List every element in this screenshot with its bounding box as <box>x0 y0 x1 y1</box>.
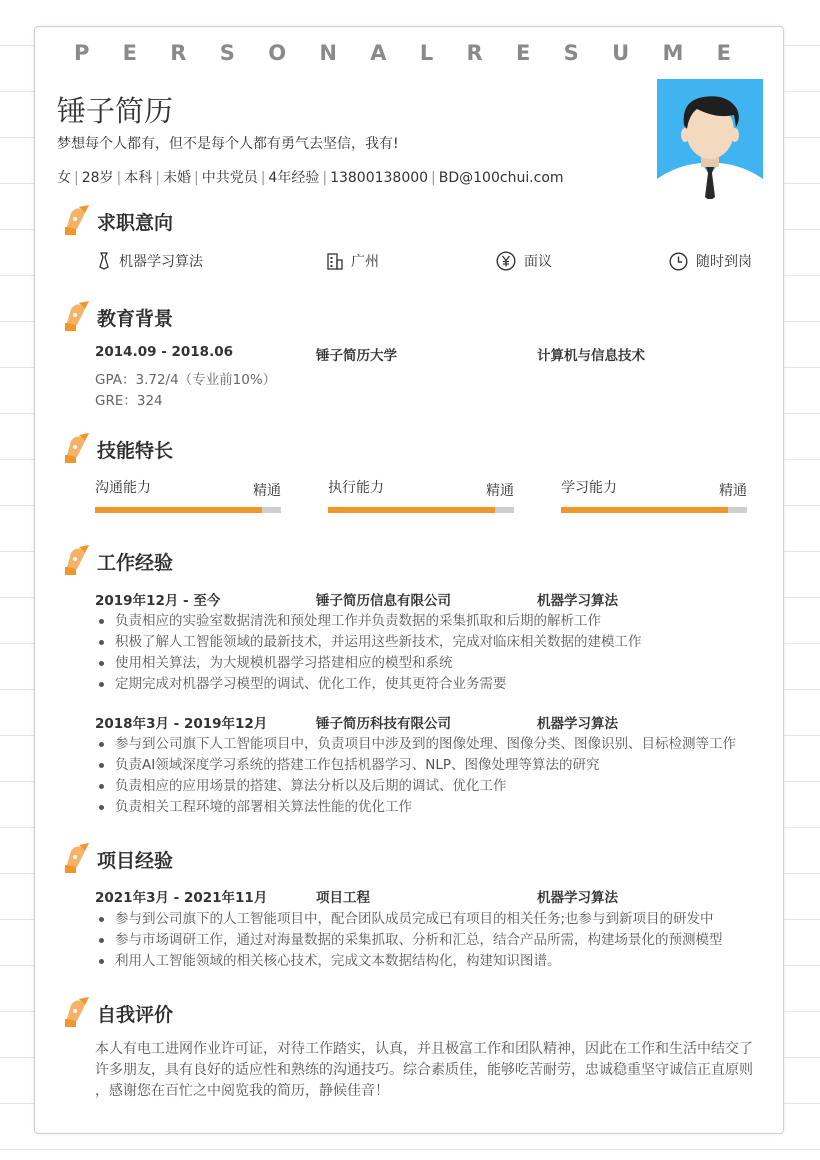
skill-item <box>561 477 747 519</box>
list-item: 负责相关工程环境的部署相关算法性能的优化工作 <box>95 797 736 818</box>
document-title: P E R S O N A L R E S U M E <box>73 41 745 65</box>
personal-info-line: 女 | 28岁 | 本科 | 未婚 | 中共党员 | 4年经验 | 13800138000 | BD@100chui.com <box>57 170 564 186</box>
info-degree: 本科 <box>124 170 153 186</box>
building-icon <box>327 253 343 270</box>
motto: 梦想每个人都有，但不是每个人都有勇气去坚信，我有! <box>57 136 399 152</box>
skill-name: 学习能力 <box>561 480 617 496</box>
avatar <box>657 79 763 199</box>
education-period: 2014.09 - 2018.06 <box>95 344 233 360</box>
education-gpa: GPA：3.72/4（专业前10%） <box>95 372 277 388</box>
yuan-icon <box>496 251 516 271</box>
list-item: 积极了解人工智能领域的最新技术，并运用这些新技术，完成对临床相关数据的建模工作 <box>95 632 642 653</box>
work-role: 机器学习算法 <box>537 593 618 609</box>
self-evaluation-line: 本人有电工进网作业许可证，对待工作踏实，认真，并且极富工作和团队精神，因此在工作和生活中结交了 <box>95 1041 753 1057</box>
info-age: 28岁 <box>81 170 114 186</box>
info-political: 中共党员 <box>201 170 258 186</box>
education-major: 计算机与信息技术 <box>537 348 645 364</box>
work-role: 机器学习算法 <box>537 716 618 732</box>
intent-city-text: 广州 <box>351 254 379 270</box>
project-name: 项目工程 <box>316 890 370 906</box>
skill-bar-track <box>328 507 514 513</box>
resume-sheet <box>34 26 784 1134</box>
intent-position <box>97 251 203 271</box>
info-email: BD@100chui.com <box>438 170 564 186</box>
skill-level: 精通 <box>253 483 281 499</box>
section-intent-title: 求职意向 <box>97 212 174 234</box>
intent-salary-text: 面议 <box>524 254 552 270</box>
pen-hand-icon <box>61 301 91 333</box>
list-item: 使用相关算法，为大规模机器学习搭建相应的模型和系统 <box>95 653 642 674</box>
education-school: 锤子简历大学 <box>316 348 397 364</box>
skill-level: 精通 <box>719 483 747 499</box>
work-duties-list <box>95 734 736 818</box>
info-gender: 女 <box>57 170 71 186</box>
self-evaluation-line: ，感谢您在百忙之中阅览我的简历，静候佳音！ <box>95 1083 389 1099</box>
project-period: 2021年3月 - 2021年11月 <box>95 890 268 906</box>
intent-availability-text: 随时到岗 <box>696 254 752 270</box>
avatar-illustration <box>657 79 763 199</box>
self-evaluation <box>95 1039 763 1102</box>
pen-hand-icon <box>61 843 91 875</box>
skill-bar-track <box>561 507 747 513</box>
education-gre: GRE：324 <box>95 393 163 409</box>
skill-bar-fill <box>561 507 728 513</box>
work-company: 锤子简历科技有限公司 <box>316 716 451 732</box>
section-project-title: 项目经验 <box>97 850 174 872</box>
work-company: 锤子简历信息有限公司 <box>316 593 451 609</box>
list-item: 负责相应的实验室数据清洗和预处理工作并负责数据的采集抓取和后期的解析工作 <box>95 611 642 632</box>
pen-hand-icon <box>61 997 91 1029</box>
list-item: 参与到公司旗下的人工智能项目中，配合团队成员完成已有项目的相关任务;也参与到新项目的研发中 <box>95 909 723 930</box>
list-item: 参与市场调研工作，通过对海量数据的采集抓取、分析和汇总，结合产品所需，构建场景化的预测模型 <box>95 930 723 951</box>
skill-item <box>95 477 281 519</box>
project-duties-list <box>95 909 723 972</box>
tie-icon <box>97 252 111 270</box>
section-education-title: 教育背景 <box>97 308 174 330</box>
list-item: 利用人工智能领域的相关核心技术，完成文本数据结构化，构建知识图谱。 <box>95 951 723 972</box>
section-self-title: 自我评价 <box>97 1004 174 1026</box>
list-item: 参与到公司旗下人工智能项目中，负责项目中涉及到的图像处理、图像分类、图像识别、目标检测等工作 <box>95 734 736 755</box>
self-evaluation-line: 许多朋友，具有良好的适应性和熟练的沟通技巧。综合素质佳，能够吃苦耐劳，忠诚稳重坚守诚信正直原则 <box>95 1062 753 1078</box>
intent-salary <box>496 251 552 271</box>
list-item: 定期完成对机器学习模型的调试、优化工作，使其更符合业务需要 <box>95 674 642 695</box>
list-item: 负责AI领域深度学习系统的搭建工作包括机器学习、NLP、图像处理等算法的研究 <box>95 755 736 776</box>
skill-name: 执行能力 <box>328 480 384 496</box>
work-period: 2018年3月 - 2019年12月 <box>95 716 268 732</box>
skill-item <box>328 477 514 519</box>
pen-hand-icon <box>61 433 91 465</box>
pen-hand-icon <box>61 545 91 577</box>
skill-bar-fill <box>328 507 495 513</box>
work-duties-list <box>95 611 642 695</box>
clock-icon <box>669 252 688 271</box>
intent-availability <box>669 251 752 271</box>
intent-position-text: 机器学习算法 <box>119 254 203 270</box>
skill-bar-track <box>95 507 281 513</box>
info-phone: 13800138000 <box>330 170 429 186</box>
list-item: 负责相应的应用场景的搭建、算法分析以及后期的调试、优化工作 <box>95 776 736 797</box>
skill-level: 精通 <box>486 483 514 499</box>
intent-city <box>327 251 379 271</box>
info-marital: 未婚 <box>162 170 191 186</box>
skill-bar-fill <box>95 507 262 513</box>
info-experience: 4年经验 <box>268 170 320 186</box>
work-period: 2019年12月 - 至今 <box>95 593 221 609</box>
person-name: 锤子简历 <box>57 94 174 128</box>
project-role: 机器学习算法 <box>537 890 618 906</box>
pen-hand-icon <box>61 205 91 237</box>
section-work-title: 工作经验 <box>97 552 174 574</box>
section-skills-title: 技能特长 <box>97 440 174 462</box>
skill-name: 沟通能力 <box>95 480 151 496</box>
